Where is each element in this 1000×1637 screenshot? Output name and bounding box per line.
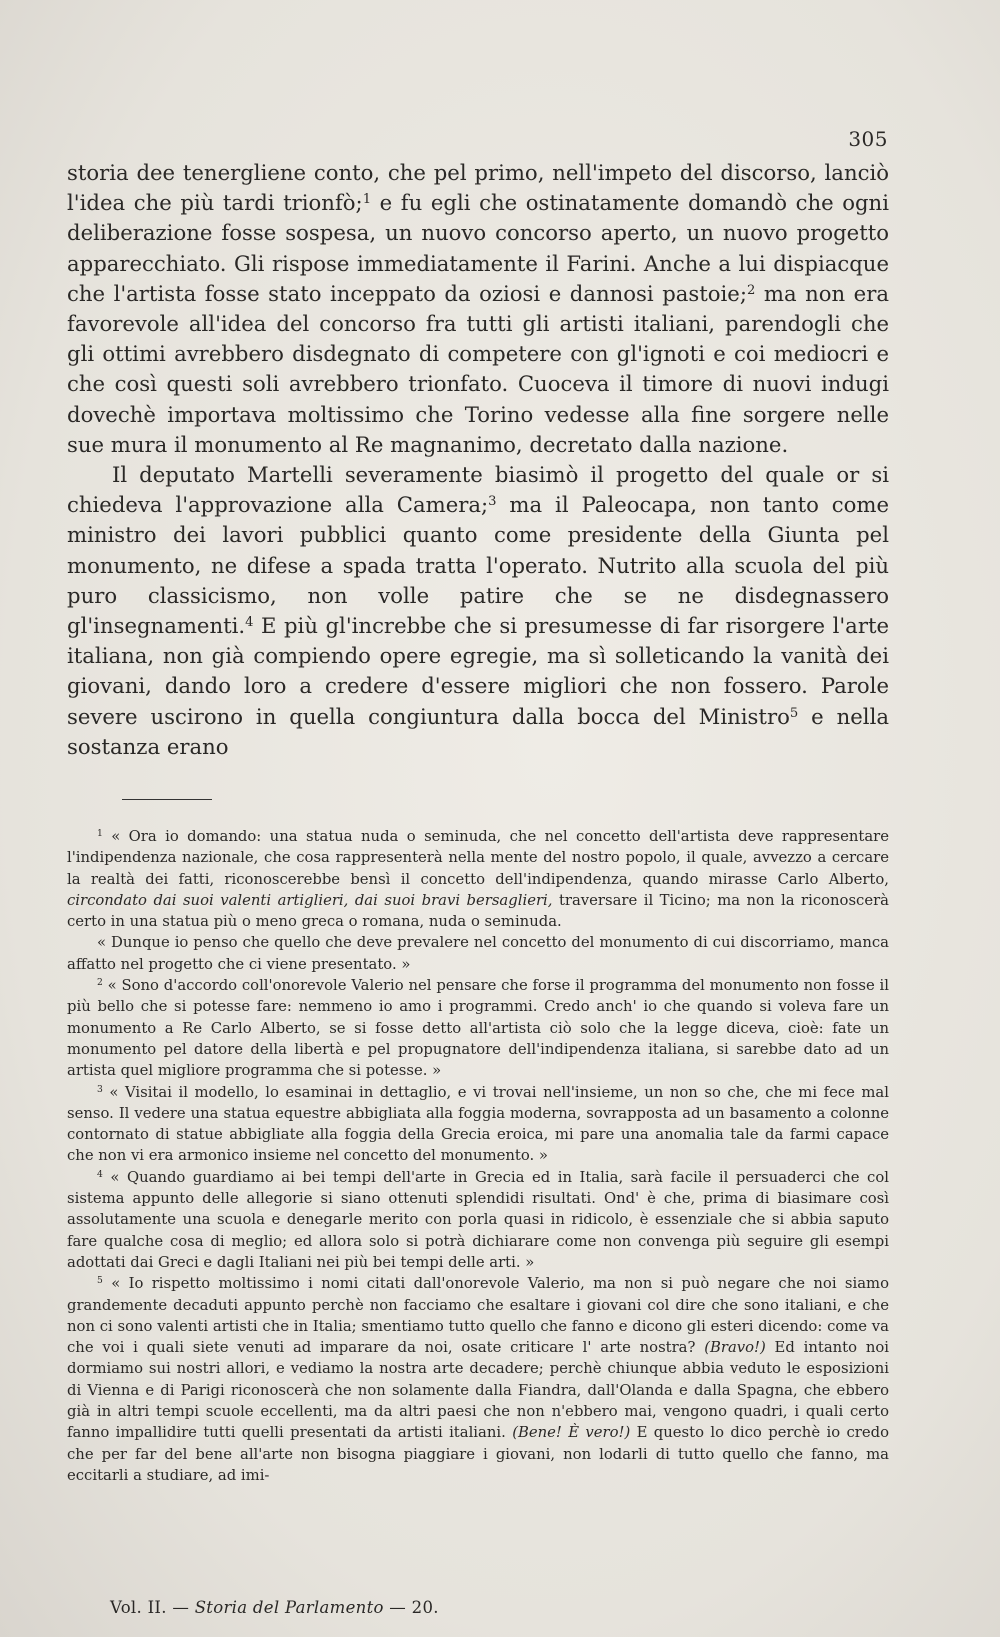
footnote-mark: 3 [97, 1083, 103, 1095]
footnote-4: $^4$ « Quando guardiamo ai bei tempi dell'arte in Grecia ed in Italia, sarà facile il persuaderci che col sistema appunto delle allegorie si siano ottenuti splendidi risultati. Ond' è che, prima di biasimare così assolutamente una scuola e denegarle merito con porla quasi in ridicolo, è essenziale che si abbia saputo fare qualche cosa di meglio; ed allora solo si potrà dichiarare come non convenga più seguire gli esempi adottati dai Greci e dagli Italiani nei più bei tempi delle arti. » [67, 1168, 889, 1271]
text-segment: E più gl'increbbe che si presumesse di far risorgere l'arte italiana, non già compiendo opere egregie, ma sì solleticando la vanità dei giovani, dando loro a credere d'essere migliori che non fossero. Parole severe uscirono in quella congiuntura dalla bocca del Ministro [67, 613, 889, 729]
text-segment: Il deputato Martelli severamente biasimò il progetto del quale or si chiedeva l'approvazione alla Camera; [67, 462, 889, 518]
text-segment: ma non era favorevole all'idea del concorso fra tutti gli artisti italiani, parendogli che gli ottimi avrebbero disdegnato di competere con gl'ignoti e coi mediocri e che così questi soli avrebbero trionfato. Cuoceva il timore di nuovi indugi dovechè importava moltissimo che Torino vedesse alla fine sorgere nelle sue mura il monumento al Re magnanimo, decretato dalla nazione. [67, 280, 889, 457]
text-segment: e fu egli che ostinatamente domandò che ogni deliberazione fosse sospesa, un nuovo concorso aperto, un nuovo progetto apparecchiato. Gli rispose immediatamente il Farini. Anche a lui dispiacque che l'artista fosse stato inceppato da oziosi e dannosi pastoie; [67, 190, 889, 306]
footnote-5: $^5$ « Io rispetto moltissimo i nomi citati dall'onorevole Valerio, ma non si può negare che noi siamo grandemente decaduti appunto perchè non facciamo che esaltare i giovani col dire che sono italiani, e che non ci sono valenti artisti che in Italia; smentiamo tutto quello che fanno e dicono gli esteri dicendo: come va che voi i quali siete venuti ad imparare da noi, osate criticare l' arte nostra? (Bravo!) Ed intanto noi dormiamo sui nostri allori, e vediamo la nostra arte decadere; perchè chiunque abbia veduto le esposizioni di Vienna e di Parigi riconoscerà che non solamente dalla Fiandra, dall'Olanda e dalla Spagna, che ebbero già in altri tempi scuole eccellenti, ma da altri paesi che non n'ebbero mai, vengono quadri, i quali certo fanno impallidire tutti quelli presentati da artisti italiani. (Bene! È vero!) E questo lo dico perchè io credo che per far del bene all'arte non bisogna piaggiare i giovani, non lodarli di tutto quello che fanno, ma eccitarli a studiare, ad imi- [67, 1275, 889, 1484]
book-title: Storia del Parlamento [194, 1598, 384, 1617]
main-text [67, 158, 889, 762]
text-segment: ma il Paleocapa, non tanto come ministro dei lavori pubblici quanto come presidente della Giunta pel monumento, ne difese a spada tratta l'operato. Nutrito alla scuola del più puro classicismo, non volle patire che se ne disdegnassero gl'insegnamenti. [67, 492, 889, 639]
footnote-ref-2: 2 [746, 282, 756, 298]
footnote-1-continued: « Dunque io penso che quello che deve prevalere nel concetto del monumento di cui discorriamo, manca affatto nel progetto che ci viene presentato. » [67, 934, 889, 973]
footnote-ref-1: 1 [362, 191, 372, 207]
footnote-mark: 2 [97, 977, 103, 989]
footnote-separator [122, 799, 212, 800]
footnote-1: $^1$ « Ora io domando: una statua nuda o seminuda, che nel concetto dell'artista deve rappresentare l'indipendenza nazionale, che cosa rappresenterà nella mente del nostro popolo, il quale, avvezzo a cercare la realtà dei fatti, riconoscerebbe bensì il concetto dell'indipendenza, quando mirasse Carlo Alberto, circondato dai suoi valenti artiglieri, dai suoi bravi bersaglieri, traversare il Ticino; ma non la riconoscerà certo in una statua più o meno greca o romana, nuda o seminuda. [67, 827, 889, 931]
footnote-3: $^3$ « Visitai il modello, lo esaminai in dettaglio, e vi trovai nell'insieme, un non so che, che mi fece mal senso. Il vedere una statua equestre abbigliata alla foggia moderna, sovrapposta ad un basamento a colonne contornato di statue abbigliate alla foggia della Grecia eroica, mi pare una anomalia tale da farmi capace che non vi era armonico insieme nel concetto del monumento. » [67, 1083, 889, 1165]
footnote-mark: 5 [97, 1275, 103, 1287]
text-segment: storia dee tenergliene conto, che pel primo, nell'impeto del discorso, lanciò l'idea che più tardi trionfò; [67, 160, 889, 216]
running-footer: Vol. II. — Storia del Parlamento — 20. [110, 1598, 439, 1617]
paragraph-2 [67, 460, 889, 762]
page-number: 305 [848, 127, 888, 151]
footnote-ref-4: 4 [245, 614, 254, 630]
footnote-mark: 1 [97, 827, 103, 839]
text-segment: e nella sostanza erano [67, 703, 889, 759]
footnote-ref-3: 3 [488, 494, 497, 510]
paragraph-1 [67, 158, 889, 460]
footnote-mark: 4 [97, 1168, 103, 1180]
footnotes [67, 826, 889, 1486]
footnote-2: $^2$ « Sono d'accordo coll'onorevole Valerio nel pensare che forse il programma del monumento non fosse il più bello che si potesse fare: nemmeno io amo i programmi. Credo anch' io che quando si voleva fare un monumento a Re Carlo Alberto, se si fosse detto all'artista ciò solo che la legge diceva, cioè: fate un monumento pel datore della libertà e pel propugnatore dell'indipendenza italiana, si sarebbe dato ad un artista quel migliore programma che si potesse. » [67, 977, 889, 1080]
footnote-ref-5: 5 [789, 705, 799, 721]
